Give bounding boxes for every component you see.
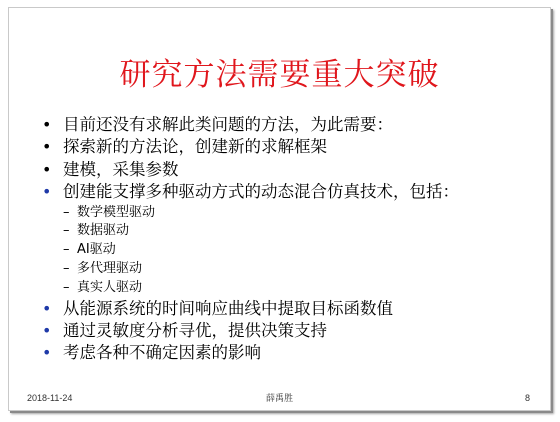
- slide: [8, 7, 551, 411]
- bullet-item: [40, 136, 545, 158]
- sub-bullet-item: [63, 260, 545, 279]
- dash-icon: –: [63, 242, 70, 258]
- bullet-item: [40, 114, 545, 136]
- bullet-list: [40, 114, 545, 365]
- footer-date: 2018-11-24: [27, 393, 73, 403]
- footer-author: 薛禹胜: [265, 393, 293, 403]
- sub-bullet-text: 数学模型驱动: [77, 204, 156, 220]
- bullet-item: [40, 342, 545, 364]
- bullet-dot-icon: •: [42, 343, 52, 363]
- bullet-dot-icon: •: [42, 137, 52, 157]
- bullet-text: 创建能支撑多种驱动方式的动态混合仿真技术，包括：: [63, 182, 459, 202]
- bullet-item: [40, 159, 545, 181]
- bullet-dot-icon: •: [42, 182, 52, 202]
- sub-bullet-item: [63, 241, 545, 260]
- sub-bullet-group: [40, 204, 545, 298]
- bullet-dot-icon: •: [42, 321, 52, 341]
- bullet-item: [40, 320, 545, 342]
- bullet-text: 探索新的方法论，创建新的求解框架: [63, 137, 327, 157]
- bullet-text: 考虑各种不确定因素的影响: [63, 343, 261, 363]
- dash-icon: –: [63, 279, 70, 295]
- bullet-dot-icon: •: [42, 159, 52, 179]
- bullet-text: 建模，采集参数: [63, 159, 179, 179]
- sub-bullet-item: [63, 222, 545, 241]
- dash-icon: –: [63, 223, 70, 239]
- sub-bullet-list: [40, 204, 545, 298]
- bullet-dot-icon: •: [42, 115, 52, 134]
- sub-bullet-text: 真实人驱动: [77, 279, 143, 295]
- dash-icon: –: [63, 261, 70, 277]
- sub-bullet-text: 数据驱动: [77, 223, 130, 239]
- bullet-item: [40, 181, 545, 203]
- bullet-text: 从能源系统的时间响应曲线中提取目标函数值: [63, 298, 393, 318]
- footer-page-number: 8: [524, 393, 530, 403]
- sub-bullet-item: [63, 279, 545, 298]
- bullet-text: 目前还没有求解此类问题的方法，为此需要：: [63, 115, 393, 134]
- bullet-text: 通过灵敏度分析寻优，提供决策支持: [63, 321, 327, 341]
- sub-bullet-text: 多代理驱动: [77, 261, 143, 277]
- dash-icon: –: [63, 204, 70, 220]
- sub-bullet-text: AI驱动: [77, 242, 116, 258]
- bullet-item: [40, 298, 545, 320]
- slide-title: 研究方法需要重大突破: [119, 57, 440, 93]
- sub-bullet-item: [63, 204, 545, 223]
- bullet-dot-icon: •: [42, 298, 52, 318]
